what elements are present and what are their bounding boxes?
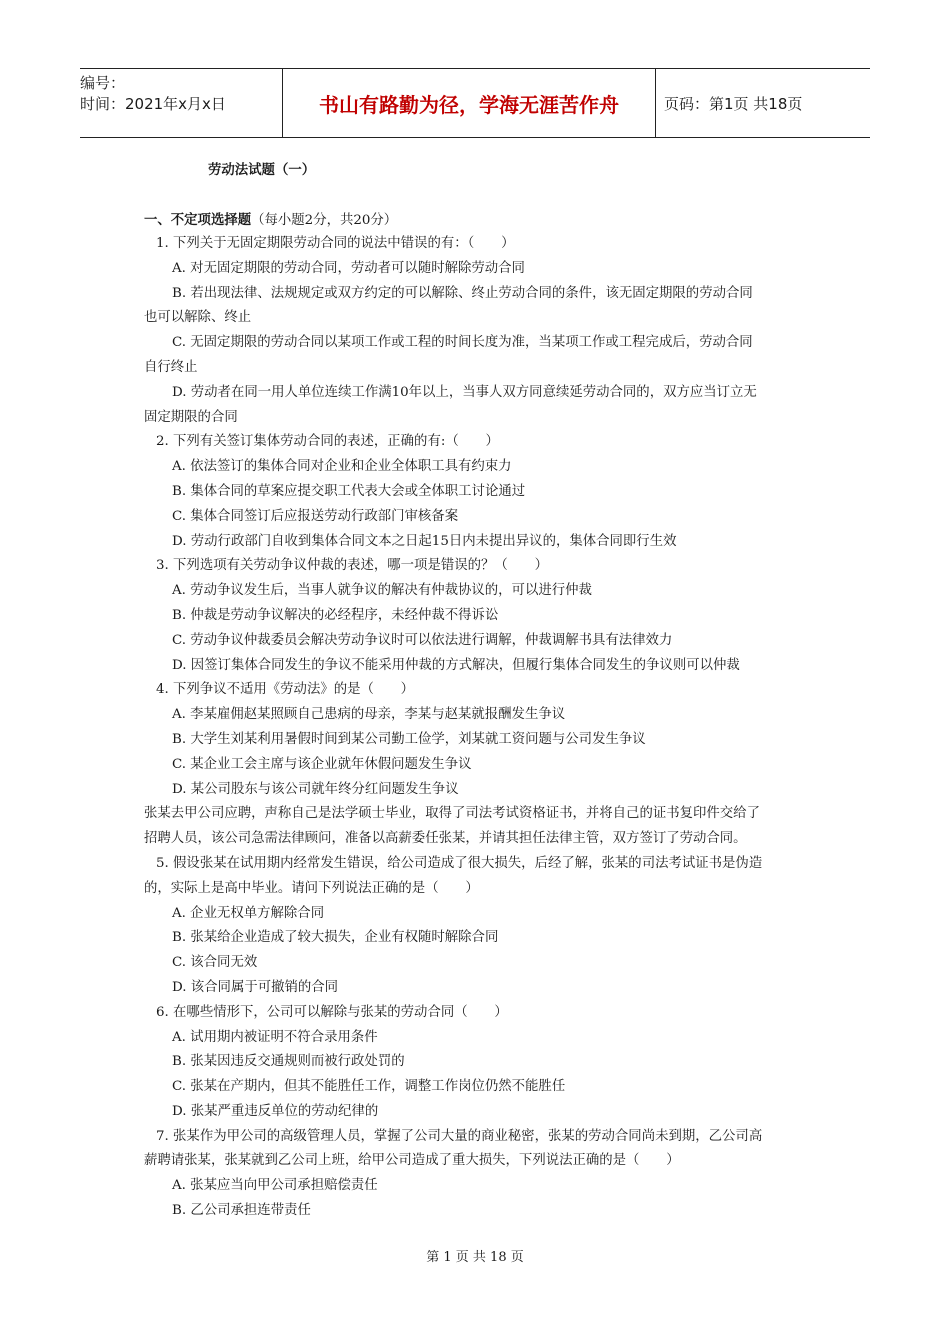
header-meta bbox=[80, 69, 280, 141]
option-line: B. 集体合同的草案应提交职工代表大会或全体职工讨论通过 bbox=[172, 483, 526, 499]
option-line: C. 该合同无效 bbox=[172, 955, 258, 971]
option-line: B. 若出现法律、法规规定或双方约定的可以解除、终止劳动合同的条件，该无固定期限的劳动合同 bbox=[172, 285, 753, 301]
option-line: A. 李某雇佣赵某照顾自己患病的母亲，李某与赵某就报酬发生争议 bbox=[172, 707, 566, 723]
option-line: D. 劳动行政部门自收到集体合同文本之日起15日内未提出异议的，集体合同即行生效 bbox=[172, 533, 677, 549]
question-line: 6. 在哪些情形下，公司可以解除与张某的劳动合同（ ） bbox=[156, 1004, 508, 1020]
section-heading-bold: 一、不定项选择题 bbox=[144, 212, 252, 228]
option-line: A. 对无固定期限的劳动合同，劳动者可以随时解除劳动合同 bbox=[172, 260, 525, 276]
text-line: 的，实际上是高中毕业。请问下列说法正确的是（ ） bbox=[144, 880, 479, 896]
document-body bbox=[144, 158, 808, 1224]
header-page-info: 页码：第1页 共18页 bbox=[664, 94, 803, 113]
section-heading bbox=[144, 208, 808, 232]
text-line: 也可以解除、终止 bbox=[144, 310, 252, 326]
document-title: 劳动法试题（一） bbox=[208, 162, 316, 178]
option-line: C. 集体合同签订后应报送劳动行政部门审核备案 bbox=[172, 508, 459, 524]
option-line: B. 大学生刘某利用暑假时间到某公司勤工俭学，刘某就工资问题与公司发生争议 bbox=[172, 731, 646, 747]
question-line: 4. 下列争议不适用《劳动法》的是（ ） bbox=[156, 682, 415, 698]
option-line: B. 仲裁是劳动争议解决的必经程序，未经仲裁不得诉讼 bbox=[172, 607, 499, 623]
option-line: A. 依法签订的集体合同对企业和企业全体职工具有约束力 bbox=[172, 459, 512, 475]
option-line: A. 试用期内被证明不符合录用条件 bbox=[172, 1029, 378, 1045]
page-footer: 第 1 页 共 18 页 bbox=[426, 1250, 524, 1265]
text-line: 薪聘请张某，张某就到乙公司上班，给甲公司造成了重大损失，下列说法正确的是（ ） bbox=[144, 1153, 680, 1169]
option-line: D. 张某严重违反单位的劳动纪律的 bbox=[172, 1103, 379, 1119]
page-header bbox=[80, 68, 870, 138]
option-line: B. 乙公司承担连带责任 bbox=[172, 1203, 311, 1219]
header-motto: 书山有路勤为径，学海无涯苦作舟 bbox=[282, 69, 656, 137]
option-line: D. 该合同属于可撤销的合同 bbox=[172, 979, 339, 995]
option-line: D. 因签订集体合同发生的争议不能采用仲裁的方式解决，但履行集体合同发生的争议则可以仲裁 bbox=[172, 657, 740, 673]
question-line: 2. 下列有关签订集体劳动合同的表述，正确的有:（ ） bbox=[156, 434, 499, 450]
question-line: 7. 张某作为甲公司的高级管理人员，掌握了公司大量的商业秘密，张某的劳动合同尚未到期，乙公司高 bbox=[156, 1128, 763, 1144]
option-line: B. 张某因违反交通规则而被行政处罚的 bbox=[172, 1054, 405, 1070]
question-line: 5. 假设张某在试用期内经常发生错误，给公司造成了很大损失，后经了解，张某的司法考试证书是伪造 bbox=[156, 855, 763, 871]
option-line: C. 张某在产期内，但其不能胜任工作，调整工作岗位仍然不能胜任 bbox=[172, 1079, 566, 1095]
question-line: 1. 下列关于无固定期限劳动合同的说法中错误的有：（ ） bbox=[156, 236, 515, 251]
option-line: A. 张某应当向甲公司承担赔偿责任 bbox=[172, 1178, 378, 1194]
date-label: 时间：2021年x月x日 bbox=[80, 95, 226, 113]
question-line: 3. 下列选项有关劳动争议仲裁的表述，哪一项是错误的？（ ） bbox=[156, 558, 548, 574]
option-line: C. 某企业工会主席与该企业就年休假问题发生争议 bbox=[172, 756, 472, 772]
option-line: B. 张某给企业造成了较大损失，企业有权随时解除合同 bbox=[172, 930, 499, 946]
option-line: D. 某公司股东与该公司就年终分红问题发生争议 bbox=[172, 781, 459, 797]
text-line: 固定期限的合同 bbox=[144, 409, 238, 425]
option-line: C. 劳动争议仲裁委员会解决劳动争议时可以依法进行调解，仲裁调解书具有法律效力 bbox=[172, 632, 673, 648]
question-list bbox=[144, 232, 808, 1224]
option-line: D. 劳动者在同一用人单位连续工作满10年以上，当事人双方同意续延劳动合同的，双方应当订立无 bbox=[172, 384, 757, 400]
option-line: A. 劳动争议发生后，当事人就争议的解决有仲裁协议的，可以进行仲裁 bbox=[172, 583, 592, 599]
option-line: A. 企业无权单方解除合同 bbox=[172, 905, 325, 921]
text-line: 招聘人员，该公司急需法律顾问，准备以高薪委任张某，并请其担任法律主管，双方签订了劳动合同。 bbox=[144, 831, 747, 847]
number-label: 编号： bbox=[80, 74, 126, 92]
section-heading-note: （每小题2分，共20分） bbox=[251, 213, 398, 228]
text-line: 自行终止 bbox=[144, 359, 198, 375]
text-line: 张某去甲公司应聘，声称自己是法学硕士毕业，取得了司法考试资格证书，并将自己的证书复印件交给了 bbox=[144, 806, 760, 822]
option-line: C. 无固定期限的劳动合同以某项工作或工程的时间长度为准，当某项工作或工程完成后，劳动合同 bbox=[172, 335, 753, 351]
